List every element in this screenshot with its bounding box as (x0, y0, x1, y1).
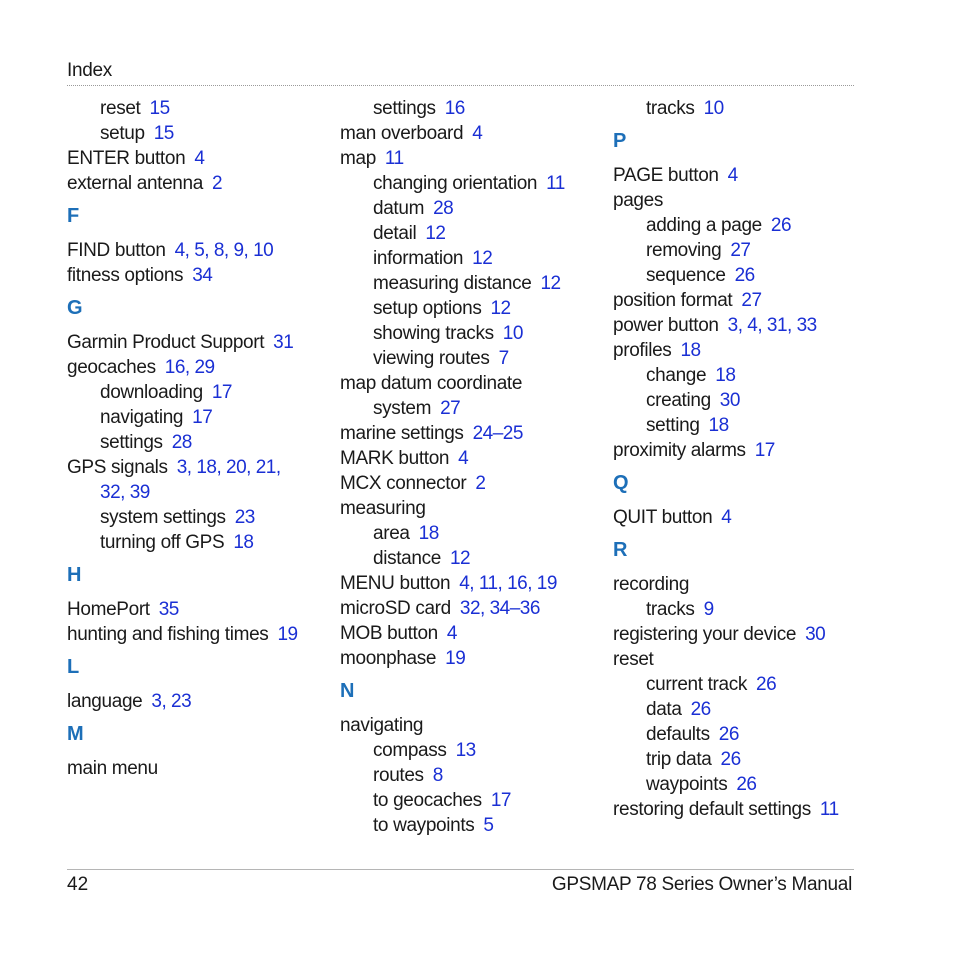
index-entry (613, 163, 873, 188)
index-letter-heading: Q (613, 472, 629, 494)
page-reference-link[interactable]: 10 (703, 98, 724, 119)
index-subentry (340, 296, 610, 321)
index-subentry (67, 96, 337, 121)
index-entry (613, 505, 873, 530)
index-subentry (613, 772, 873, 797)
index-entry (613, 622, 873, 647)
index-term: reset (613, 649, 654, 670)
index-entry (67, 171, 337, 196)
index-term: viewing routes (373, 348, 490, 369)
index-term: settings (100, 432, 163, 453)
index-entry (340, 146, 610, 171)
index-entry (67, 622, 337, 647)
index-entry (613, 647, 873, 672)
index-term: registering your device (613, 624, 797, 645)
page-reference-link[interactable]: 11 (384, 148, 404, 169)
index-subentry (340, 738, 610, 763)
index-subentry (340, 246, 610, 271)
page-reference-link[interactable]: 11 (819, 799, 839, 820)
index-term: HomePort (67, 599, 150, 620)
index-subentry (613, 413, 873, 438)
index-entry (340, 421, 610, 446)
index-entry (67, 689, 337, 714)
page-reference-link[interactable]: 35 (158, 599, 179, 620)
page-reference-link[interactable]: 18 (715, 365, 736, 386)
index-term: navigating (340, 715, 424, 736)
page-reference-link[interactable]: 26 (756, 674, 777, 695)
index-entry (613, 572, 873, 597)
page-reference-link[interactable]: 4 (727, 165, 738, 186)
index-subentry (613, 213, 873, 238)
page-reference-link[interactable]: 32, 34–36 (459, 598, 540, 619)
index-entry (613, 797, 873, 822)
page-reference-link[interactable]: 11 (546, 173, 565, 194)
index-entry (67, 355, 337, 380)
index-term: language (67, 691, 143, 712)
index-subentry (340, 763, 610, 788)
page-reference-link[interactable]: 19 (277, 624, 298, 645)
index-term: man overboard (340, 123, 464, 144)
running-header: Index (67, 60, 112, 81)
page-reference-link[interactable]: 15 (149, 98, 170, 119)
page-reference-link[interactable]: 18 (418, 523, 439, 544)
index-subentry (613, 238, 873, 263)
index-subentry (613, 697, 873, 722)
index-term: measuring distance (373, 273, 532, 294)
page-reference-link[interactable]: 26 (736, 774, 757, 795)
page-number: 42 (67, 874, 89, 895)
index-term: microSD card (340, 598, 451, 619)
page-reference-link[interactable]: 28 (433, 198, 454, 219)
index-subentry (67, 405, 337, 430)
index-entry (340, 121, 610, 146)
index-term: external antenna (67, 173, 203, 194)
index-entry (340, 496, 610, 521)
index-entry (67, 238, 337, 263)
page-reference-link[interactable]: 4 (721, 507, 732, 528)
index-term: power button (613, 315, 719, 336)
index-letter-heading: R (613, 539, 628, 561)
page-reference-link[interactable]: 4 (458, 448, 469, 469)
page-reference-link[interactable]: 18 (708, 415, 729, 436)
page-reference-link[interactable]: 28 (171, 432, 192, 453)
index-entry (67, 330, 337, 355)
page-reference-link[interactable]: 30 (719, 390, 740, 411)
index-subentry (613, 747, 873, 772)
index-entry (340, 371, 610, 396)
index-subentry (613, 96, 873, 121)
index-letter-heading: F (67, 205, 79, 227)
index-term: removing (646, 240, 722, 261)
index-entry (613, 438, 873, 463)
index-term: current track (646, 674, 748, 695)
index-subentry (340, 321, 610, 346)
page-reference-link[interactable]: 18 (680, 340, 701, 361)
index-letter-heading: L (67, 656, 79, 678)
index-subentry (613, 597, 873, 622)
index-entry (67, 263, 337, 288)
page-reference-link[interactable]: 12 (490, 298, 511, 319)
index-term: showing tracks (373, 323, 494, 344)
index-entry (613, 338, 873, 363)
page-reference-link[interactable]: 3, 4, 31, 33 (727, 315, 817, 336)
index-entry (340, 596, 610, 621)
index-term: map datum coordinate (340, 373, 523, 394)
index-subentry (613, 263, 873, 288)
page-reference-link[interactable]: 16, 29 (164, 357, 215, 378)
page-reference-link[interactable]: 24–25 (472, 423, 523, 444)
index-term: restoring default settings (613, 799, 811, 820)
index-term: detail (373, 223, 417, 244)
index-term: system (373, 398, 432, 419)
index-letter-heading: P (613, 130, 626, 152)
index-subentry (67, 505, 337, 530)
index-term: changing orientation (373, 173, 538, 194)
index-term: setting (646, 415, 700, 436)
index-subentry (613, 363, 873, 388)
index-term: moonphase (340, 648, 437, 669)
page-reference-link[interactable]: 10 (502, 323, 523, 344)
index-term: main menu (67, 758, 158, 779)
index-entry (340, 713, 610, 738)
index-term: fitness options (67, 265, 184, 286)
page-reference-link[interactable]: 26 (770, 215, 792, 236)
index-subentry (340, 396, 610, 421)
page-reference-link[interactable]: 17 (490, 790, 511, 811)
index-entry (340, 571, 610, 596)
page-reference-link[interactable]: 26 (734, 265, 755, 286)
index-subentry (613, 388, 873, 413)
index-term: compass (373, 740, 447, 761)
index-term: settings (373, 98, 436, 119)
index-subentry (67, 430, 337, 455)
index-letter-heading: M (67, 723, 84, 745)
index-subentry (67, 530, 337, 555)
index-term: hunting and fishing times (67, 624, 269, 645)
index-entry (613, 313, 873, 338)
index-entry (613, 288, 873, 313)
index-term: creating (646, 390, 711, 411)
index-term: system settings (100, 507, 226, 528)
page-reference-link[interactable]: 4 (194, 148, 205, 169)
page-reference-link[interactable]: 17 (192, 407, 213, 428)
index-term: tracks (646, 98, 695, 119)
page-reference-link[interactable]: 4, 11, 16, 19 (459, 573, 557, 594)
page-reference-link[interactable]: 16 (444, 98, 465, 119)
index-subentry (340, 96, 610, 121)
page-reference-link[interactable]: 19 (445, 648, 466, 669)
index-term: waypoints (646, 774, 728, 795)
page-reference-link[interactable]: 2 (475, 473, 486, 494)
page-reference-link[interactable]: 31 (273, 332, 294, 353)
index-term: marine settings (340, 423, 464, 444)
index-term: information (373, 248, 464, 269)
footer-divider (67, 869, 854, 870)
index-subentry (340, 171, 610, 196)
index-column-3 (613, 96, 873, 822)
index-term: change (646, 365, 707, 386)
page-reference-link[interactable]: 17 (754, 440, 775, 461)
index-letter-heading: N (340, 680, 355, 702)
index-letter-heading: G (67, 297, 83, 319)
index-term: reset (100, 98, 141, 119)
index-term: profiles (613, 340, 672, 361)
page-reference-link[interactable]: 5 (483, 815, 494, 836)
index-term: map (340, 148, 376, 169)
index-term: position format (613, 290, 733, 311)
page-reference-link[interactable]: 12 (449, 548, 471, 569)
index-entry (67, 146, 337, 171)
index-term: MOB button (340, 623, 438, 644)
index-entry (340, 646, 610, 671)
index-term: QUIT button (613, 507, 713, 528)
index-term: ENTER button (67, 148, 186, 169)
page-reference-link[interactable]: 7 (498, 348, 509, 369)
page-reference-link[interactable]: 9 (703, 599, 714, 620)
page-reference-link[interactable]: 26 (690, 699, 711, 720)
page-reference-link[interactable]: 8 (432, 765, 443, 786)
index-term: FIND button (67, 240, 166, 261)
index-term: routes (373, 765, 424, 786)
index-entry (340, 621, 610, 646)
header-divider (67, 85, 854, 86)
index-term: recording (613, 574, 690, 595)
page-reference-link[interactable]: 17 (211, 382, 232, 403)
index-term: proximity alarms (613, 440, 746, 461)
page-reference-link[interactable]: 27 (730, 240, 751, 261)
page-reference-link[interactable]: 12 (425, 223, 446, 244)
index-entry (613, 188, 873, 213)
index-subentry (340, 271, 610, 296)
index-term: MARK button (340, 448, 450, 469)
index-subentry (67, 380, 337, 405)
index-term: Garmin Product Support (67, 332, 265, 353)
page-reference-link[interactable]: 26 (720, 749, 741, 770)
index-term: geocaches (67, 357, 156, 378)
index-term: data (646, 699, 682, 720)
index-subentry (613, 722, 873, 747)
page-reference-link[interactable]: 27 (741, 290, 762, 311)
index-term: MENU button (340, 573, 451, 594)
page-reference-link[interactable]: 2 (211, 173, 223, 194)
index-subentry (67, 121, 337, 146)
page-reference-link[interactable]: 26 (718, 724, 739, 745)
page-reference-link[interactable]: 15 (153, 123, 174, 144)
index-term: setup (100, 123, 145, 144)
page-reference-link[interactable]: 32, 39 (100, 482, 150, 503)
index-entry (67, 455, 337, 480)
index-term: trip data (646, 749, 712, 770)
page-reference-link[interactable]: 4 (472, 123, 483, 144)
index-term: measuring (340, 498, 426, 519)
page-reference-link[interactable]: 4, 5, 8, 9, 10 (174, 240, 274, 261)
index-subentry (340, 521, 610, 546)
index-term: downloading (100, 382, 203, 403)
page-reference-link[interactable]: 4 (446, 623, 457, 644)
index-subentry (340, 196, 610, 221)
index-entry (67, 480, 337, 505)
page-reference-link[interactable]: 13 (455, 740, 476, 761)
page-reference-link[interactable]: 3, 23 (151, 691, 192, 712)
index-subentry (340, 221, 610, 246)
index-subentry (340, 788, 610, 813)
index-term: adding a page (646, 215, 762, 236)
page-reference-link[interactable]: 30 (805, 624, 826, 645)
manual-title: GPSMAP 78 Series Owner’s Manual (551, 874, 852, 895)
index-term: defaults (646, 724, 710, 745)
index-term: distance (373, 548, 441, 569)
index-subentry (340, 346, 610, 371)
page-reference-link[interactable]: 27 (440, 398, 461, 419)
page-reference-link[interactable]: 23 (234, 507, 255, 528)
index-entry (340, 471, 610, 496)
index-term: PAGE button (613, 165, 719, 186)
index-term: MCX connector (340, 473, 467, 494)
page-reference-link[interactable]: 12 (540, 273, 561, 294)
index-entry (67, 756, 337, 781)
index-subentry (340, 813, 610, 838)
index-letter-heading: H (67, 564, 82, 586)
index-term: setup options (373, 298, 482, 319)
index-term: area (373, 523, 410, 544)
index-column-1 (67, 96, 337, 781)
index-term: pages (613, 190, 664, 211)
index-entry (340, 446, 610, 471)
page-reference-link[interactable]: 34 (192, 265, 213, 286)
page-reference-link[interactable]: 12 (472, 248, 493, 269)
index-term: navigating (100, 407, 184, 428)
index-entry (67, 597, 337, 622)
index-subentry (613, 672, 873, 697)
index-term: tracks (646, 599, 695, 620)
index-term: to waypoints (373, 815, 475, 836)
index-term: GPS signals (67, 457, 168, 478)
index-term: to geocaches (373, 790, 482, 811)
page-reference-link[interactable]: 3, 18, 20, 21, (176, 457, 281, 478)
index-term: datum (373, 198, 425, 219)
index-term: turning off GPS (100, 532, 225, 553)
index-column-2 (340, 96, 610, 838)
index-subentry (340, 546, 610, 571)
page-reference-link[interactable]: 18 (233, 532, 254, 553)
index-term: sequence (646, 265, 726, 286)
